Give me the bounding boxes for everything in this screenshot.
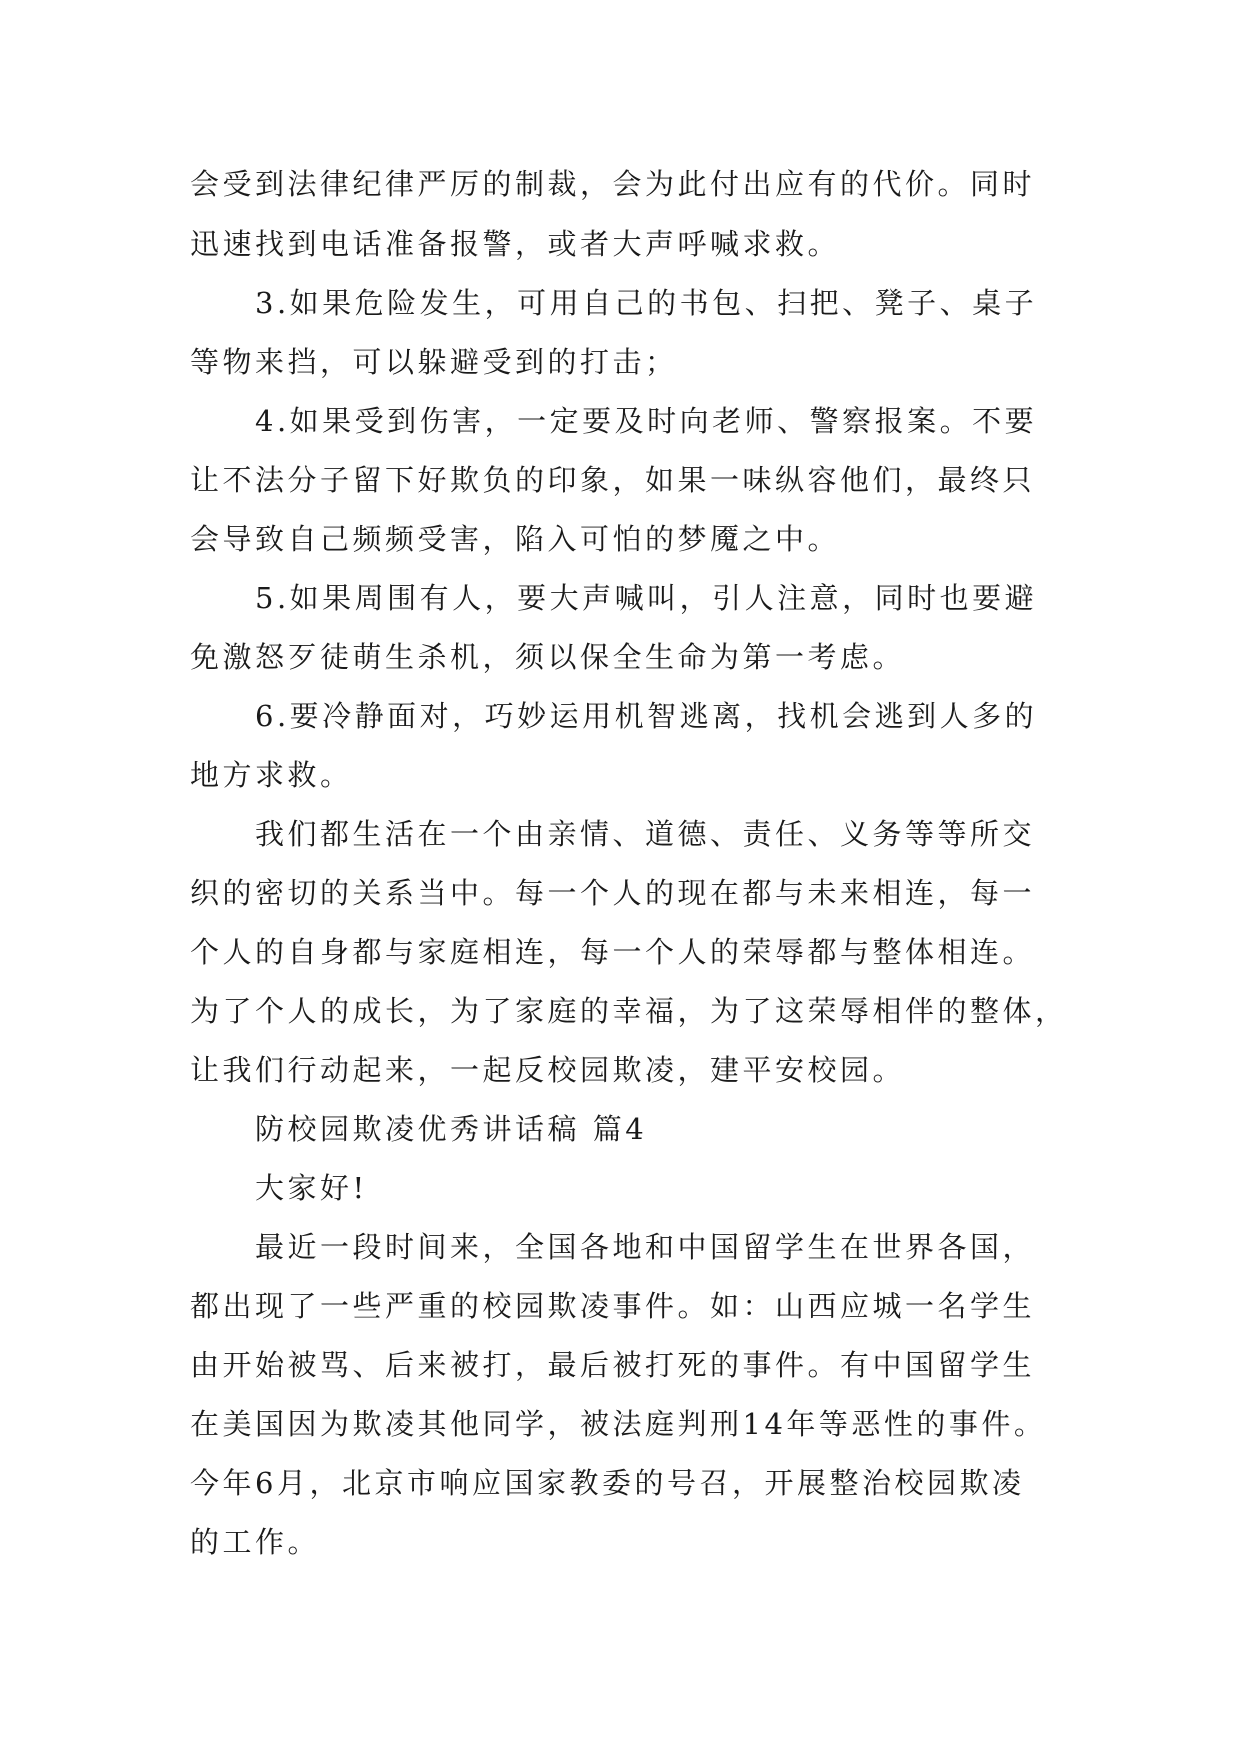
- text-line: 让我们行动起来，一起反校园欺凌，建平安校园。: [190, 1053, 906, 1087]
- text-line: 由开始被骂、后来被打，最后被打死的事件。有中国留学生: [190, 1348, 1036, 1382]
- section-heading: 防校园欺凌优秀讲话稿 篇4: [255, 1112, 648, 1146]
- text-line: 今年6月，北京市响应国家教委的号召，开展整治校园欺凌: [190, 1466, 1025, 1500]
- text-line: 让不法分子留下好欺负的印象，如果一味纵容他们，最终只: [190, 463, 1036, 497]
- text-line: 5.如果周围有人，要大声喊叫，引人注意，同时也要避: [255, 581, 1038, 615]
- text-line: 个人的自身都与家庭相连，每一个人的荣辱都与整体相连。: [190, 935, 1036, 969]
- text-line: 3.如果危险发生，可用自己的书包、扫把、凳子、桌子: [255, 286, 1038, 320]
- text-line: 都出现了一些严重的校园欺凌事件。如：山西应城一名学生: [190, 1289, 1036, 1323]
- text-line: 的工作。: [190, 1525, 321, 1559]
- text-line: 织的密切的关系当中。每一个人的现在都与未来相连，每一: [190, 876, 1036, 910]
- text-line: 我们都生活在一个由亲情、道德、责任、义务等等所交: [255, 817, 1036, 851]
- text-line: 为了个人的成长，为了家庭的幸福，为了这荣辱相伴的整体，: [190, 994, 1068, 1028]
- text-line: 会导致自己频频受害，陷入可怕的梦魇之中。: [190, 522, 841, 556]
- text-line: 地方求救。: [190, 758, 353, 792]
- text-line: 等物来挡，可以躲避受到的打击；: [190, 345, 678, 379]
- text-line: 6.要冷静面对，巧妙运用机智逃离，找机会逃到人多的: [255, 699, 1038, 733]
- text-line: 最近一段时间来，全国各地和中国留学生在世界各国，: [255, 1230, 1036, 1264]
- text-line: 免激怒歹徒萌生杀机，须以保全生命为第一考虑。: [190, 640, 906, 674]
- text-line: 迅速找到电话准备报警，或者大声呼喊求救。: [190, 227, 841, 261]
- text-line: 在美国因为欺凌其他同学，被法庭判刑14年等恶性的事件。: [190, 1407, 1047, 1441]
- greeting: 大家好!: [255, 1171, 368, 1205]
- text-line: 会受到法律纪律严厉的制裁，会为此付出应有的代价。同时: [190, 167, 1036, 201]
- text-line: 4.如果受到伤害，一定要及时向老师、警察报案。不要: [255, 404, 1038, 438]
